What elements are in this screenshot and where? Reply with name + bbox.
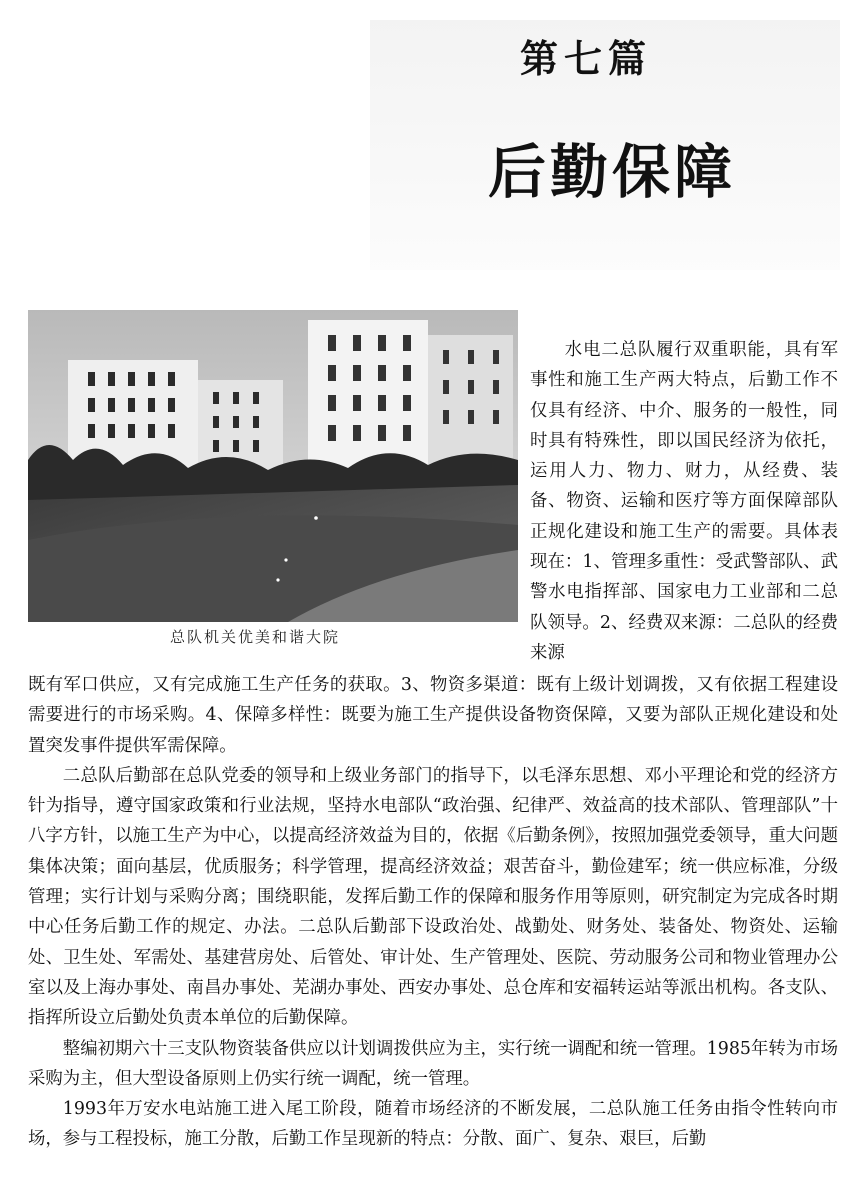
intro-text-continued: 既有军口供应，又有完成施工生产任务的获取。3、物资多渠道：既有上级计划调拨，又有依据工程建设需要进行的市场采购。4、保障多样性：既要为施工生产提供设备物资保障，又要为部队正规化建设和处置突发事件提供军需保障。 — [28, 675, 838, 756]
intro-paragraph-side — [530, 335, 838, 668]
section-title: 后勤保障 — [488, 138, 737, 206]
paragraph-3: 整编初期六十三支队物资装备供应以计划调拨供应为主，实行统一调配和统一管理。1985年转为市场采购为主，但大型设备原则上仍实行统一调配，统一管理。 — [28, 1038, 838, 1089]
photo-caption: 总队机关优美和谐大院 — [170, 628, 341, 646]
part-heading: 第七篇 — [520, 37, 653, 81]
courtyard-photo — [28, 310, 518, 622]
paragraph-2: 二总队后勤部在总队党委的领导和上级业务部门的指导下，以毛泽东思想、邓小平理论和党的经济方针为指导，遵守国家政策和行业法规，坚持水电部队“政治强、纪律严、效益高的技术部队、管理部队”十八字方针，以施工生产为中心，以提高经济效益为目的，依据《后勤条例》，按照加强党委领导，重大问题集体决策；面向基层，优质服务；科学管理，提高经济效益；艰苦奋斗，勤俭建军；统一供应标准，分级管理；实行计划与采购分离；围绕职能，发挥后勤工作的保障和服务作用等原则，研究制定为完成各时期中心任务后勤工作的规定、办法。二总队后勤部下设政治处、战勤处、财务处、装备处、物资处、运输处、卫生处、军需处、基建营房处、后管处、审计处、生产管理处、医院、劳动服务公司和物业管理办公室以及上海办事处、南昌办事处、芜湖办事处、西安办事处、总仓库和安福转运站等派出机构。各支队、指挥所设立后勤处负责本单位的后勤保障。 — [28, 765, 838, 1029]
body-text — [28, 670, 838, 1155]
intro-text-side: 水电二总队履行双重职能，具有军事性和施工生产两大特点，后勤工作不仅具有经济、中介、服务的一般性，同时具有特殊性，即以国民经济为依托，运用人力、物力、财力，从经费、装备、物资、运输和医疗等方面保障部队正规化建设和施工生产的需要。具体表现在：1、管理多重性：受武警部队、武警水电指挥部、国家电力工业部和二总队领导。2、经费双来源：二总队的经费来源 — [530, 340, 838, 663]
paragraph-4: 1993年万安水电站施工进入尾工阶段，随着市场经济的不断发展，二总队施工任务由指令性转向市场，参与工程投标，施工分散，后勤工作呈现新的特点：分散、面广、复杂、艰巨，后勤 — [28, 1099, 838, 1150]
